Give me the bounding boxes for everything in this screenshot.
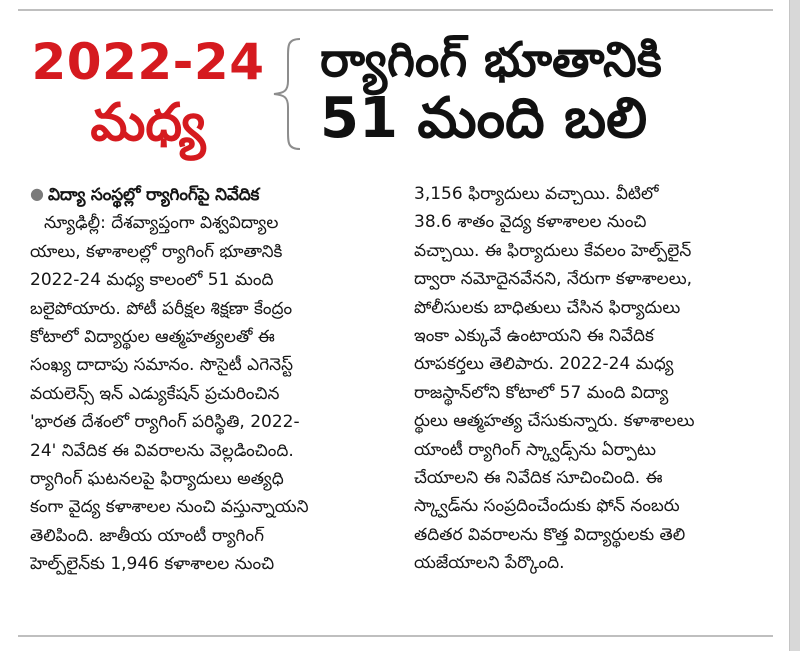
headline-years: 2022-24 (31, 33, 265, 91)
headline-main (320, 32, 760, 151)
paragraph-line: హెల్ప్‌లైన్‌కు 1,946 కళాశాలల నుంచి (30, 554, 275, 575)
paragraph-line: కంగా వైద్య కళాశాలల నుంచి వస్తున్నాయని (30, 497, 309, 518)
paragraph-line: వచ్చాయి. ఈ ఫిర్యాదులు కేవలం హెల్ప్‌లైన్ (414, 240, 692, 261)
article-column-right (414, 180, 760, 578)
paragraph-line: ద్వారా నమోదైనవేనని, నేరుగా కళాశాలలు, (414, 269, 693, 290)
paragraph-line: ఇంకా ఎక్కువే ఉంటాయని ఈ నివేదిక (414, 326, 654, 347)
paragraph-line: 24' నివేదిక ఈ వివరాలను వెల్లడించింది. (30, 440, 294, 461)
article-body (30, 180, 770, 620)
article-column-left (30, 180, 378, 579)
paragraph-line: కోటాలో విద్యార్థుల ఆత్మహత్యలతో ఈ (30, 327, 275, 348)
paragraph-line: ర్థులు ఆత్మహత్య చేసుకున్నారు. కళాశాలలు (414, 411, 695, 432)
paragraph-line: చేయాలని ఈ నివేదిక సూచించింది. ఈ (414, 468, 663, 489)
paragraph-line: 'భారత దేశంలో ర్యాగింగ్ పరిస్థితి, 2022- (30, 412, 300, 433)
paragraph-line: తదితర వివరాలను కొత్త విద్యార్థులకు తెలి (414, 524, 686, 545)
paragraph-line: స్క్వాడ్‌ను సంప్రదించేందుకు ఫోన్ నంబరు (414, 496, 680, 517)
paragraph-line: 38.6 శాతం వైద్య కళాశాలల నుంచి (414, 212, 647, 233)
paragraph-line: యాంటీ ర్యాగింగ్ స్క్వాడ్స్‌ను ఏర్పాటు (414, 439, 656, 460)
headline-middle-word: మధ్య (90, 93, 206, 153)
bottom-rule (18, 635, 773, 637)
paragraph-line: తెలిపింది. జాతీయ యాంటీ ర్యాగింగ్ (30, 525, 264, 546)
subhead-text: విద్యా సంస్థల్లో ర్యాగింగ్‌పై నివేదిక (48, 185, 260, 205)
paragraph-line: సంఖ్య దాదాపు సమానం. సొసైటీ ఎగెనెస్ట్ (30, 355, 294, 376)
article-subhead (30, 180, 378, 209)
top-rule (18, 9, 773, 11)
paragraph-line: పోలీసులకు బాధితులు చేసిన ఫిర్యాదులు (414, 297, 681, 318)
paragraph-line: వయలెన్స్ ఇన్ ఎడ్యుకేషన్ ప్రచురించిన (30, 383, 280, 404)
curly-brace (270, 37, 302, 151)
bullet-icon: ● (30, 184, 44, 203)
paragraph-line: 2022-24 మధ్య కాలంలో 51 మంది (30, 270, 274, 291)
headline-date-range (28, 33, 268, 153)
paragraph-line: 3,156 ఫిర్యాదులు వచ్చాయి. వీటిలో (414, 184, 659, 204)
paragraph-line: యజేయాలని పేర్కొంది. (414, 553, 565, 574)
paragraph-line: బలైపోయారు. పోటీ పరీక్షల శిక్షణా కేంద్రం (30, 298, 293, 319)
paragraph-line: న్యూఢిల్లీ: దేశవ్యాప్తంగా విశ్వవిద్యాల (44, 213, 279, 234)
headline-line-2: 51 మంది బలి (320, 86, 648, 151)
paragraph-line: ర్యాగింగ్ ఘటనలపై ఫిర్యాదులు అత్యధి (30, 469, 284, 490)
paragraph-line: రూపకర్తలు తెలిపారు. 2022-24 మధ్య (414, 354, 674, 375)
paragraph-line: రాజస్థాన్‌లోని కోటాలో 57 మంది విద్యా (414, 382, 669, 403)
page-edge (789, 0, 800, 651)
headline-line-1: ర్యాగింగ్ భూతానికి (320, 32, 662, 88)
paragraph-line: యాలు, కళాశాలల్లో ర్యాగింగ్ భూతానికి (30, 241, 283, 262)
